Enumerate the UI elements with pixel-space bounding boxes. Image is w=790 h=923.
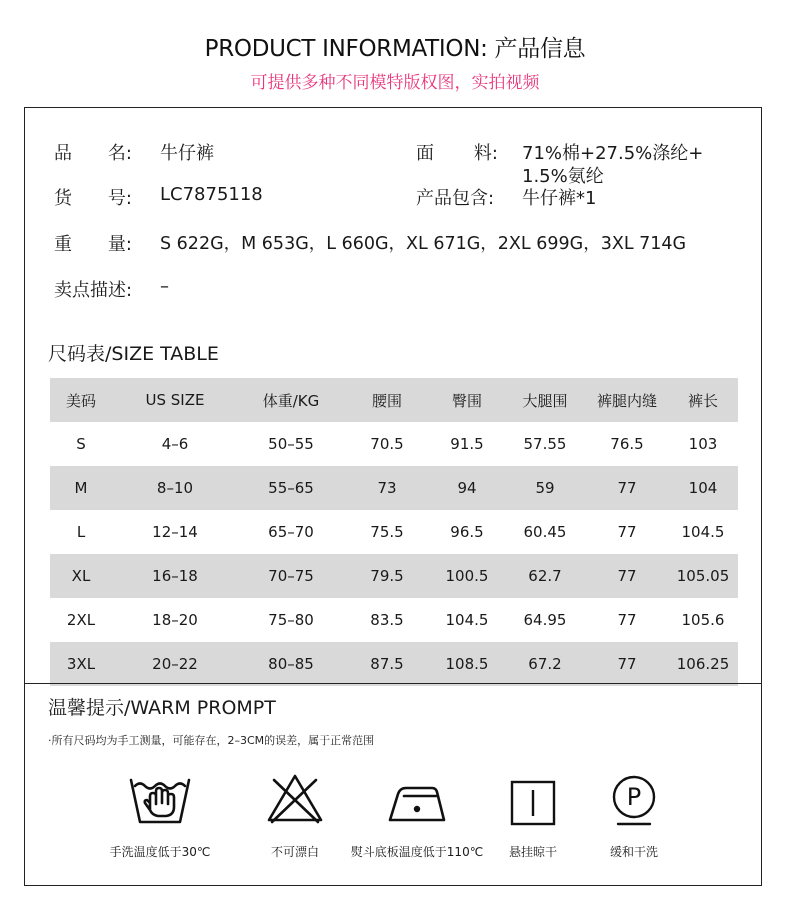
table-cell: 91.5	[450, 435, 484, 453]
table-header-cell: 美码	[65, 391, 96, 410]
table-cell: 83.5	[370, 611, 404, 629]
table-header-cell: 臀围	[451, 391, 482, 410]
table-cell: 59	[535, 479, 555, 497]
contents-value: 牛仔裤*1	[522, 188, 597, 209]
table-cell: 77	[617, 655, 637, 673]
sku-label-char: 货	[54, 188, 72, 209]
table-row	[50, 554, 738, 598]
table-row	[50, 642, 738, 686]
table-cell: 96.5	[450, 523, 484, 541]
table-cell: 62.7	[528, 567, 562, 585]
table-cell: 3XL	[66, 655, 96, 673]
table-cell: 4–6	[161, 435, 189, 453]
sku-label	[54, 184, 132, 210]
care-label-hand-wash: 手洗温度低于30℃	[109, 845, 211, 859]
fabric-value-line1: 71%棉+27.5%涤纶+	[522, 143, 704, 164]
table-header-cell: 腰围	[371, 391, 402, 410]
table-cell: 87.5	[370, 655, 404, 673]
table-cell: 104.5	[445, 611, 489, 629]
table-cell: 65–70	[268, 523, 314, 541]
table-cell: 73	[377, 479, 397, 497]
table-row	[50, 466, 738, 510]
name-label-char: 名:	[107, 143, 132, 164]
dry-clean-p-icon	[610, 774, 658, 828]
table-cell: 80–85	[268, 655, 314, 673]
table-cell: M	[74, 479, 88, 497]
table-cell: 70.5	[370, 435, 404, 453]
table-cell: 12–14	[152, 523, 198, 541]
table-cell: XL	[71, 567, 91, 585]
table-cell: 105.6	[681, 611, 725, 629]
table-cell: 77	[617, 567, 637, 585]
table-row	[50, 510, 738, 554]
line-dry-icon	[510, 780, 556, 826]
size-table-title: 尺码表/SIZE TABLE	[48, 343, 219, 365]
table-cell: 16–18	[152, 567, 198, 585]
table-cell: 100.5	[445, 567, 489, 585]
table-cell: 55–65	[268, 479, 314, 497]
table-cell: 50–55	[268, 435, 314, 453]
fabric-label-char: 料:	[473, 143, 498, 164]
section-divider	[24, 683, 762, 684]
table-cell: 18–20	[152, 611, 198, 629]
sku-value: LC7875118	[160, 184, 263, 205]
table-header-row	[50, 378, 738, 422]
size-table	[50, 378, 738, 686]
prompt-title: 温馨提示/WARM PROMPT	[48, 697, 276, 719]
page-subtitle: 可提供多种不同模特版权图，实拍视频	[250, 73, 540, 93]
table-cell: 64.95	[523, 611, 567, 629]
weight-label-char: 重	[54, 234, 72, 255]
care-label-line-dry: 悬挂晾干	[508, 845, 557, 859]
table-cell: L	[76, 523, 86, 541]
table-cell: 60.45	[523, 523, 567, 541]
table-cell: 104	[688, 479, 718, 497]
measurement-note: ·所有尺码均为手工测量，可能存在，2–3CM的误差，属于正常范围	[48, 734, 375, 747]
name-label	[54, 139, 132, 165]
table-header-cell: 裤长	[687, 391, 718, 410]
table-cell: 8–10	[156, 479, 194, 497]
table-row	[50, 422, 738, 466]
hand-wash-icon	[128, 774, 192, 828]
contents-label: 产品包含:	[416, 188, 495, 209]
no-bleach-icon	[266, 772, 324, 824]
iron-icon	[386, 782, 448, 824]
table-header-cell: 体重/KG	[262, 391, 320, 410]
name-value: 牛仔裤	[160, 143, 214, 164]
table-cell: 75–80	[268, 611, 314, 629]
care-label-no-bleach: 不可漂白	[270, 845, 319, 859]
table-cell: 20–22	[152, 655, 198, 673]
weight-label-char: 量:	[107, 234, 132, 255]
care-label-dry-clean: 缓和干洗	[609, 845, 658, 859]
name-label-char: 品	[54, 143, 72, 164]
table-cell: 103	[688, 435, 718, 453]
table-cell: 104.5	[681, 523, 725, 541]
weight-label	[54, 230, 132, 256]
table-cell: 75.5	[370, 523, 404, 541]
table-header-cell: 裤腿内缝	[596, 391, 657, 410]
table-cell: 77	[617, 611, 637, 629]
fabric-label	[416, 139, 498, 165]
fabric-value-line2: 1.5%氨纶	[522, 166, 604, 187]
page-title: PRODUCT INFORMATION: 产品信息	[204, 36, 586, 62]
table-cell: 79.5	[370, 567, 404, 585]
table-header-cell: US SIZE	[145, 391, 205, 409]
sku-label-char: 号:	[107, 188, 132, 209]
selling-label: 卖点描述:	[54, 280, 133, 301]
table-cell: 108.5	[445, 655, 489, 673]
svg-text:P: P	[626, 783, 642, 811]
weight-value: S 622G，M 653G，L 660G，XL 671G，2XL 699G，3XL 714G	[160, 234, 687, 254]
fabric-label-char: 面	[416, 143, 434, 164]
table-cell: 94	[457, 479, 477, 497]
table-cell: 67.2	[528, 655, 562, 673]
table-cell: 57.55	[523, 435, 567, 453]
table-cell: 77	[617, 523, 637, 541]
table-header-cell: 大腿围	[522, 391, 568, 410]
table-cell: 77	[617, 479, 637, 497]
table-cell: 2XL	[66, 611, 96, 629]
care-label-iron: 熨斗底板温度低于110℃	[350, 845, 484, 859]
table-row	[50, 598, 738, 642]
table-cell: 70–75	[268, 567, 314, 585]
table-cell: S	[76, 435, 86, 453]
selling-value: –	[160, 276, 169, 297]
table-cell: 105.05	[676, 567, 730, 585]
table-cell: 76.5	[610, 435, 644, 453]
table-cell: 106.25	[676, 655, 730, 673]
